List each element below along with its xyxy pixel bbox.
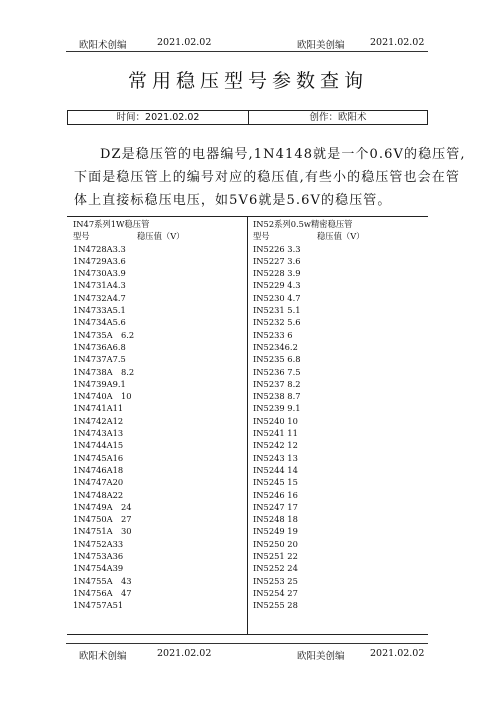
table-row: IN5250 20 xyxy=(253,538,298,549)
intro-paragraph xyxy=(74,143,466,212)
col-value-label: 稳压值（V） xyxy=(317,231,365,242)
meta-author: 创作：欧阳术 xyxy=(309,112,367,123)
column-subheading xyxy=(253,230,425,242)
intro-line-1: DZ是稳压管的电器编号,1N4148就是一个0.6V的稳压管, xyxy=(100,147,466,162)
table-row: 1N4750A 27 xyxy=(73,514,132,525)
table-row: 1N4749A 24 xyxy=(73,501,132,512)
table-row: 1N4741A11 xyxy=(73,403,124,414)
table-row: IN5252 24 xyxy=(253,563,298,574)
column-subheading xyxy=(73,230,245,242)
table-row: 1N4736A6.8 xyxy=(73,341,126,352)
header-left-date: 2021.02.02 xyxy=(157,37,212,48)
table-row: 1N4743A13 xyxy=(73,428,124,439)
table-row: 1N4737A7.5 xyxy=(73,354,126,365)
table-row: 1N4747A20 xyxy=(73,477,124,488)
col-model-label: 型号 xyxy=(73,231,90,242)
table-row: 1N4735A 6.2 xyxy=(73,329,135,340)
table-row: IN52346.2 xyxy=(253,341,298,352)
table-row: 1N4740A 10 xyxy=(73,391,132,402)
table-column-divider xyxy=(247,217,248,634)
footer-left-name: 欧阳术创编 xyxy=(79,651,127,662)
intro-line-3: 体上直接标稳压电压，如5V6就是5.6V的稳压管。 xyxy=(74,193,392,208)
row-list xyxy=(73,243,245,612)
table-row: 1N4731A4.3 xyxy=(73,280,126,291)
footer-right-name: 欧阳美创编 xyxy=(297,651,345,662)
table-row: 1N4753A36 xyxy=(73,551,124,562)
table-row: 1N4728A3.3 xyxy=(73,243,126,254)
table-row: IN5229 4.3 xyxy=(253,280,301,291)
table-row: 1N4738A 8.2 xyxy=(73,366,135,377)
page-title: 常用稳压型号参数查询 xyxy=(127,70,368,92)
footer-right-date: 2021.02.02 xyxy=(370,648,425,659)
table-row: 1N4742A12 xyxy=(73,415,124,426)
table-row: IN5245 15 xyxy=(253,477,298,488)
intro-line-2: 下面是稳压管上的编号对应的稳压值,有些小的稳压管也会在管 xyxy=(74,170,460,185)
table-row: IN5243 13 xyxy=(253,452,298,463)
table-row: IN5244 14 xyxy=(253,464,298,475)
table-row: IN5236 7.5 xyxy=(253,366,301,377)
meta-time: 时间：2021.02.02 xyxy=(116,112,200,123)
table-row: IN5242 12 xyxy=(253,440,298,451)
table-row: 1N4732A4.7 xyxy=(73,292,126,303)
table-row: 1N4748A22 xyxy=(73,489,124,500)
row-list xyxy=(253,243,425,612)
column-heading: IN52系列0.5w精密稳压管 xyxy=(253,219,353,229)
table-row: 1N4756A 47 xyxy=(73,587,132,598)
table-row: IN5232 5.6 xyxy=(253,317,301,328)
table-row: 1N4754A39 xyxy=(73,563,124,574)
table-row: 1N4755A 43 xyxy=(73,575,132,586)
header-right-date: 2021.02.02 xyxy=(370,37,425,48)
table-row: IN5246 16 xyxy=(253,489,298,500)
table-row: IN5241 11 xyxy=(253,428,298,439)
table-row: 1N4746A18 xyxy=(73,464,124,475)
table-row: IN5238 8.7 xyxy=(253,391,301,402)
table-row: 1N4739A9.1 xyxy=(73,378,126,389)
footer-rule xyxy=(66,643,428,644)
table-row: IN5240 10 xyxy=(253,415,298,426)
col-value-label: 稳压值（V） xyxy=(137,231,185,242)
table-row: 1N4751A 30 xyxy=(73,526,132,537)
table-row: 1N4730A3.9 xyxy=(73,268,126,279)
table-row: 1N4733A5.1 xyxy=(73,305,126,316)
column-heading: IN47系列1W稳压管 xyxy=(73,219,150,229)
table-row: 1N4757A51 xyxy=(73,600,124,611)
meta-table xyxy=(67,110,428,125)
table-row: IN5237 8.2 xyxy=(253,378,301,389)
table-row: IN5233 6 xyxy=(253,329,293,340)
table-row: 1N4734A5.6 xyxy=(73,317,126,328)
table-row: 1N4744A15 xyxy=(73,440,124,451)
table-row: 1N4729A3.6 xyxy=(73,255,126,266)
page-footer xyxy=(0,648,496,662)
table-row: IN5247 17 xyxy=(253,501,298,512)
table-row: 1N4745A16 xyxy=(73,452,124,463)
table-row: IN5249 19 xyxy=(253,526,298,537)
header-left-name: 欧阳术创编 xyxy=(79,40,127,51)
table-row: 1N4752A33 xyxy=(73,538,124,549)
table-column-1w xyxy=(73,218,245,612)
table-column-05w xyxy=(253,218,425,612)
table-row: IN5248 18 xyxy=(253,514,298,525)
table-row: IN5228 3.9 xyxy=(253,268,301,279)
table-row: IN5235 6.8 xyxy=(253,354,301,365)
header-right-name: 欧阳美创编 xyxy=(297,40,345,51)
footer-left-date: 2021.02.02 xyxy=(157,648,212,659)
header-rule xyxy=(66,51,428,52)
col-model-label: 型号 xyxy=(253,231,270,242)
table-row: IN5254 27 xyxy=(253,587,298,598)
table-row: IN5230 4.7 xyxy=(253,292,301,303)
table-row: IN5239 9.1 xyxy=(253,403,301,414)
table-row: IN5255 28 xyxy=(253,600,298,611)
zener-table xyxy=(67,216,428,635)
table-row: IN5251 22 xyxy=(253,551,298,562)
table-row: IN5253 25 xyxy=(253,575,298,586)
table-row: IN5227 3.6 xyxy=(253,255,301,266)
table-row: IN5226 3.3 xyxy=(253,243,301,254)
table-row: IN5231 5.1 xyxy=(253,305,301,316)
page-header xyxy=(0,37,496,51)
